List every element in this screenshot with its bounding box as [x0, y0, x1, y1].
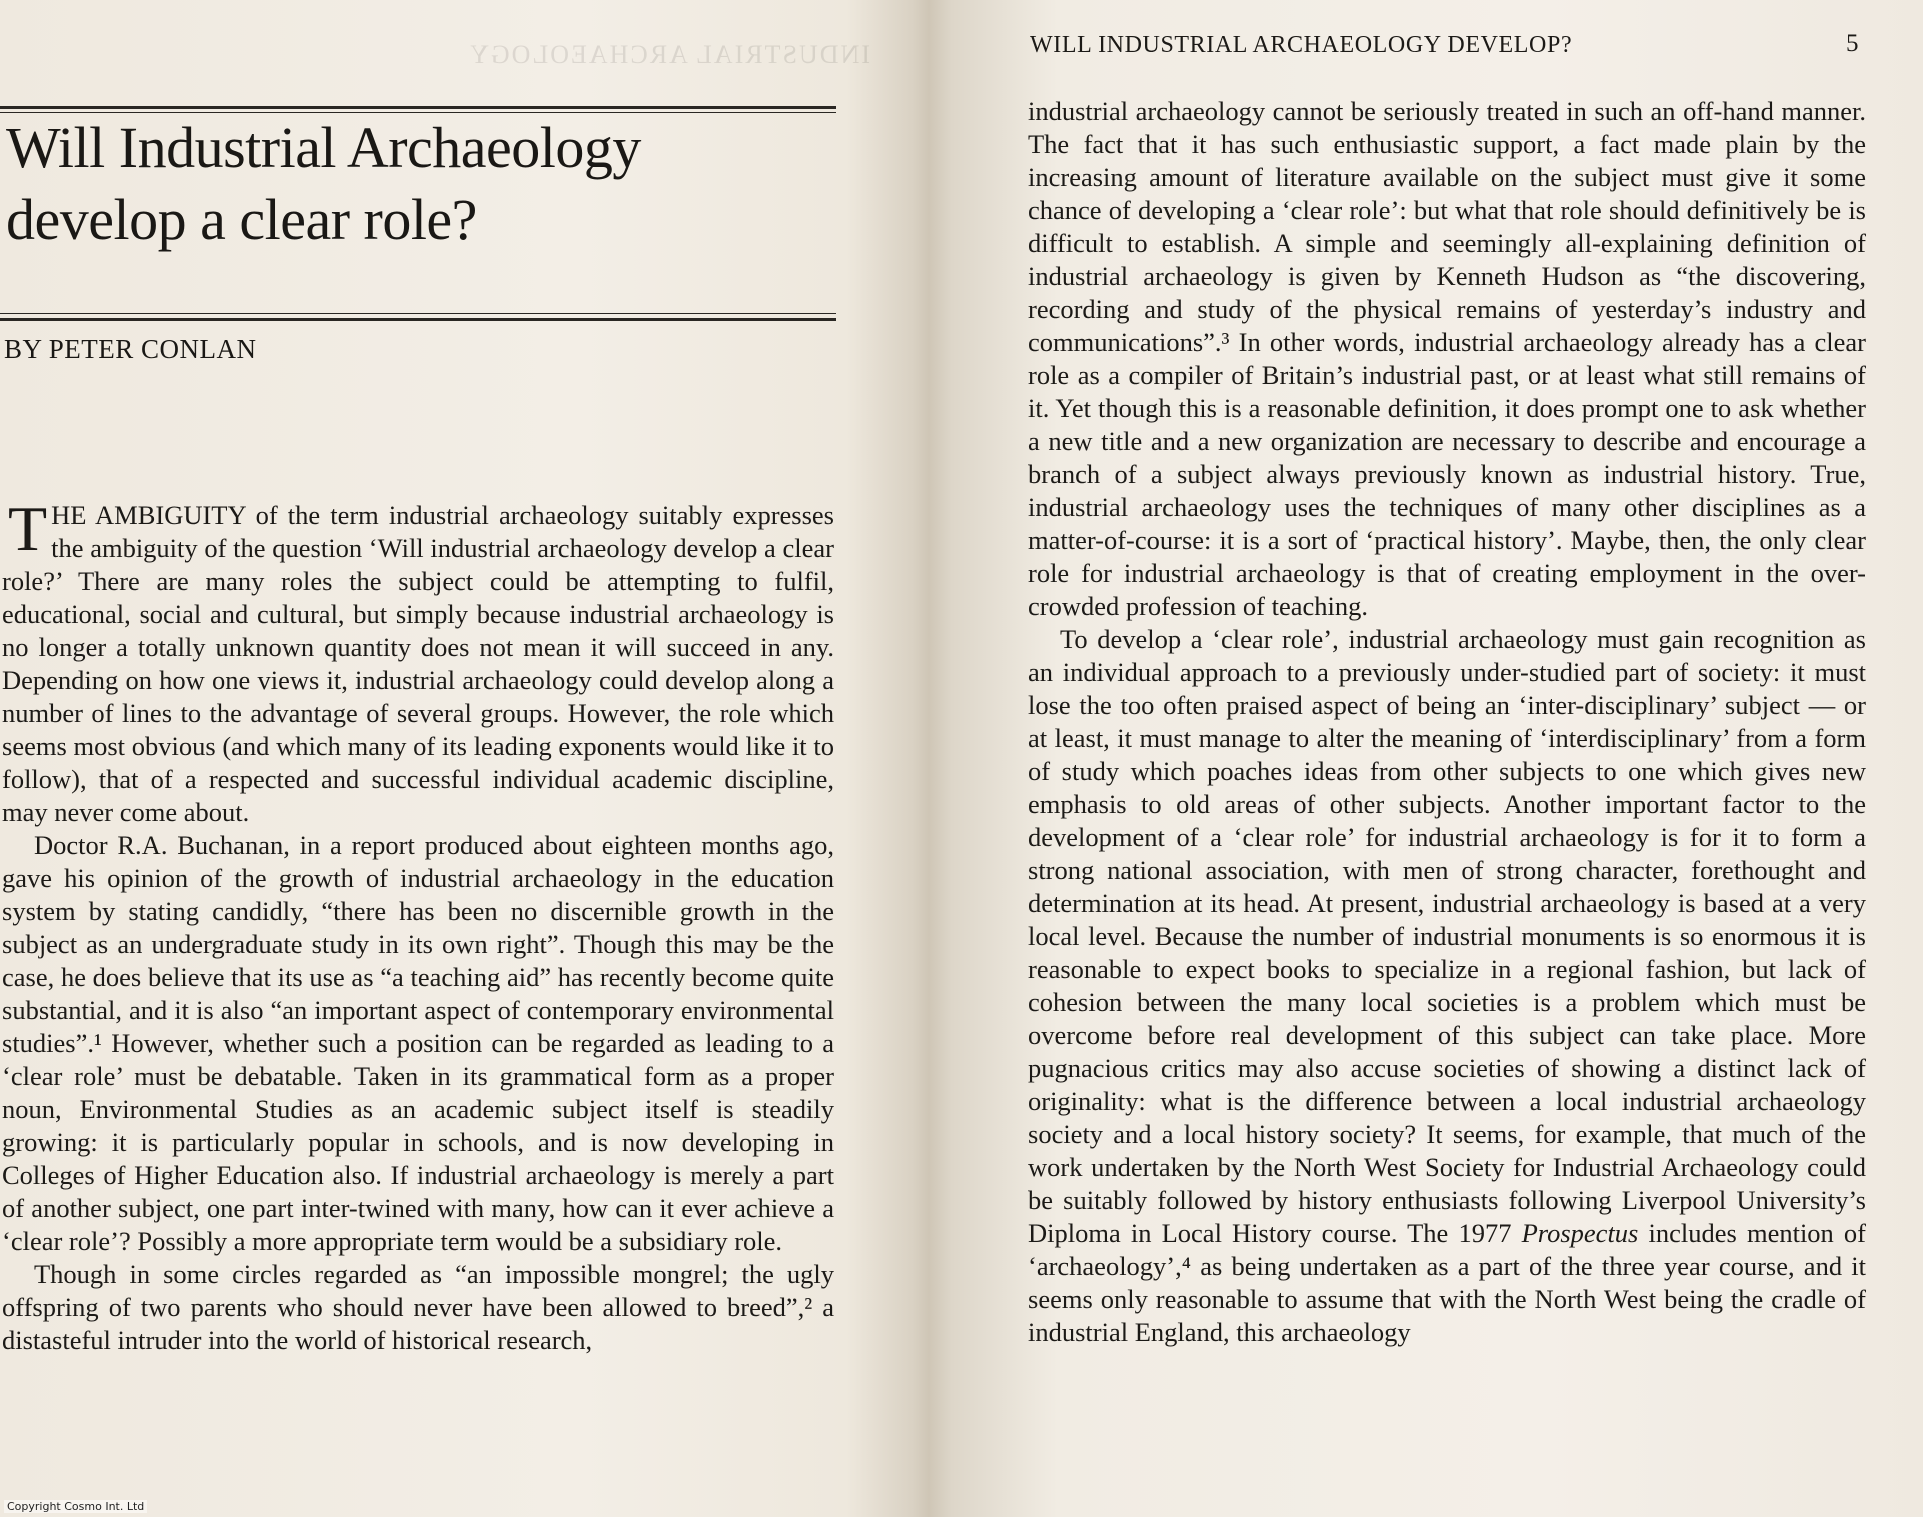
title-rule-bottom	[0, 318, 836, 321]
paragraph-5	[1028, 623, 1866, 1349]
right-column-text	[1028, 95, 1866, 1349]
bleed-through-heading: INDUSTRIAL ARCHAEOLOGY	[468, 40, 870, 69]
copyright-watermark: Copyright Cosmo Int. Ltd	[4, 1500, 147, 1513]
running-head: WILL INDUSTRIAL ARCHAEOLOGY DEVELOP?	[1030, 32, 1573, 58]
paragraph-1-text: HE AMBIGUITY of the term industrial archaeology suitably expresses the ambiguity of the question ‘Will industrial archaeology develop a clear role?’ There are many roles the subject could be attempting to fulfil, educational, social and cultural, but simply because industrial archaeology is no longer a totally unknown quantity does not mean it will succeed in any. Depending on how one views it, industrial archaeology could develop along a number of lines to the advantage of several groups. However, the role which seems most obvious (and which many of its leading exponents would like it to follow), that of a respected and successful individual academic discipline, may never come about.	[2, 500, 834, 827]
paragraph-5-text-b: includes mention of ‘archaeology’,⁴ as being undertaken as a part of the three year course, and it seems only reasonable to assume that with the North West being the cradle of industrial England, this archaeology	[1028, 1218, 1867, 1347]
paragraph-2: Doctor R.A. Buchanan, in a report produced about eighteen months ago, gave his opinion of the growth of industrial archaeology in the education system by stating candidly, “there has been no discernible growth in the subject as an undergraduate study in its own right”. Though this may be the case, he does believe that its use as “a teaching aid” has recently become quite substantial, and it is also “an important aspect of contemporary environmental studies”.¹ However, whether such a position can be regarded as leading to a ‘clear role’ must be debatable. Taken in its grammatical form as a proper noun, Environmental Studies as an academic subject itself is steadily growing: it is particularly popular in schools, and is now developing in Colleges of Higher Education also. If industrial archaeology is merely a part of another subject, one part inter-twined with many, how can it ever achieve a ‘clear role’? Possibly a more appropriate term would be a subsidiary role.	[2, 830, 834, 1256]
page-number: 5	[1846, 30, 1859, 57]
byline: BY PETER CONLAN	[4, 334, 257, 364]
title-rule-bottom-thin	[0, 313, 836, 314]
article-title	[6, 112, 641, 256]
paragraph-4: industrial archaeology cannot be seriously treated in such an off-hand manner. The fact that it has such enthusiastic support, a fact made plain by the increasing amount of literature available on the subject must give it some chance of developing a ‘clear role’: but what that role should definitively be is difficult to establish. A simple and seemingly all-explaining definition of industrial archaeology is given by Kenneth Hudson as “the discovering, recording and study of the physical remains of yesterday’s industry and communications”.³ In other words, industrial archaeology already has a clear role as a compiler of Britain’s industrial past, or at least what still remains of it. Yet though this is a reasonable definition, it does prompt one to ask whether a new title and a new organization are necessary to describe and encourage a branch of a subject always previously known as industrial history. True, industrial archaeology uses the techniques of many other disciplines as a matter-of-course: it is a sort of ‘practical history’. Maybe, then, the only clear role for industrial archaeology is that of creating employment in the over-crowded profession of teaching.	[1028, 96, 1866, 621]
prospectus-italic: Prospectus	[1521, 1218, 1639, 1248]
left-column-text	[2, 493, 834, 1357]
title-rule-top	[0, 106, 836, 109]
left-page	[0, 0, 900, 1517]
paragraph-1	[2, 493, 834, 829]
paragraph-3: Though in some circles regarded as “an impossible mongrel; the ugly offspring of two parents who should never have been allowed to breed”,² a distasteful intruder into the world of historical research,	[2, 1259, 834, 1355]
paragraph-5-text-a: To develop a ‘clear role’, industrial archaeology must gain recognition as an individual approach to a previously under-studied part of society: it must lose the too often praised aspect of being an ‘inter-disciplinary’ subject — or at least, it must manage to alter the meaning of ‘interdisciplinary’ from a form of study which poaches ideas from other subjects to one which gives new emphasis to old areas of other subjects. Another important factor to the development of a ‘clear role’ for industrial archaeology is for it to form a strong national association, with men of strong character, forethought and determination at its head. At present, industrial archaeology is based at a very local level. Because the number of industrial monuments is so enormous it is reasonable to expect books to specialize in a regional fashion, but lack of cohesion between the many local societies is a problem which must be overcome before real development of this subject can take place. More pugnacious critics may also accuse societies of showing a distinct lack of originality: what is the difference between a local industrial archaeology society and a local history society? It seems, for example, that much of the work undertaken by the North West Society for Industrial Archaeology could be suitably followed by history enthusiasts following Liverpool University’s Diploma in Local History course. The 1977	[1028, 624, 1866, 1248]
title-line-1: Will Industrial Archaeology	[6, 115, 641, 180]
drop-cap: T	[8, 493, 48, 564]
title-line-2: develop a clear role?	[6, 187, 477, 252]
